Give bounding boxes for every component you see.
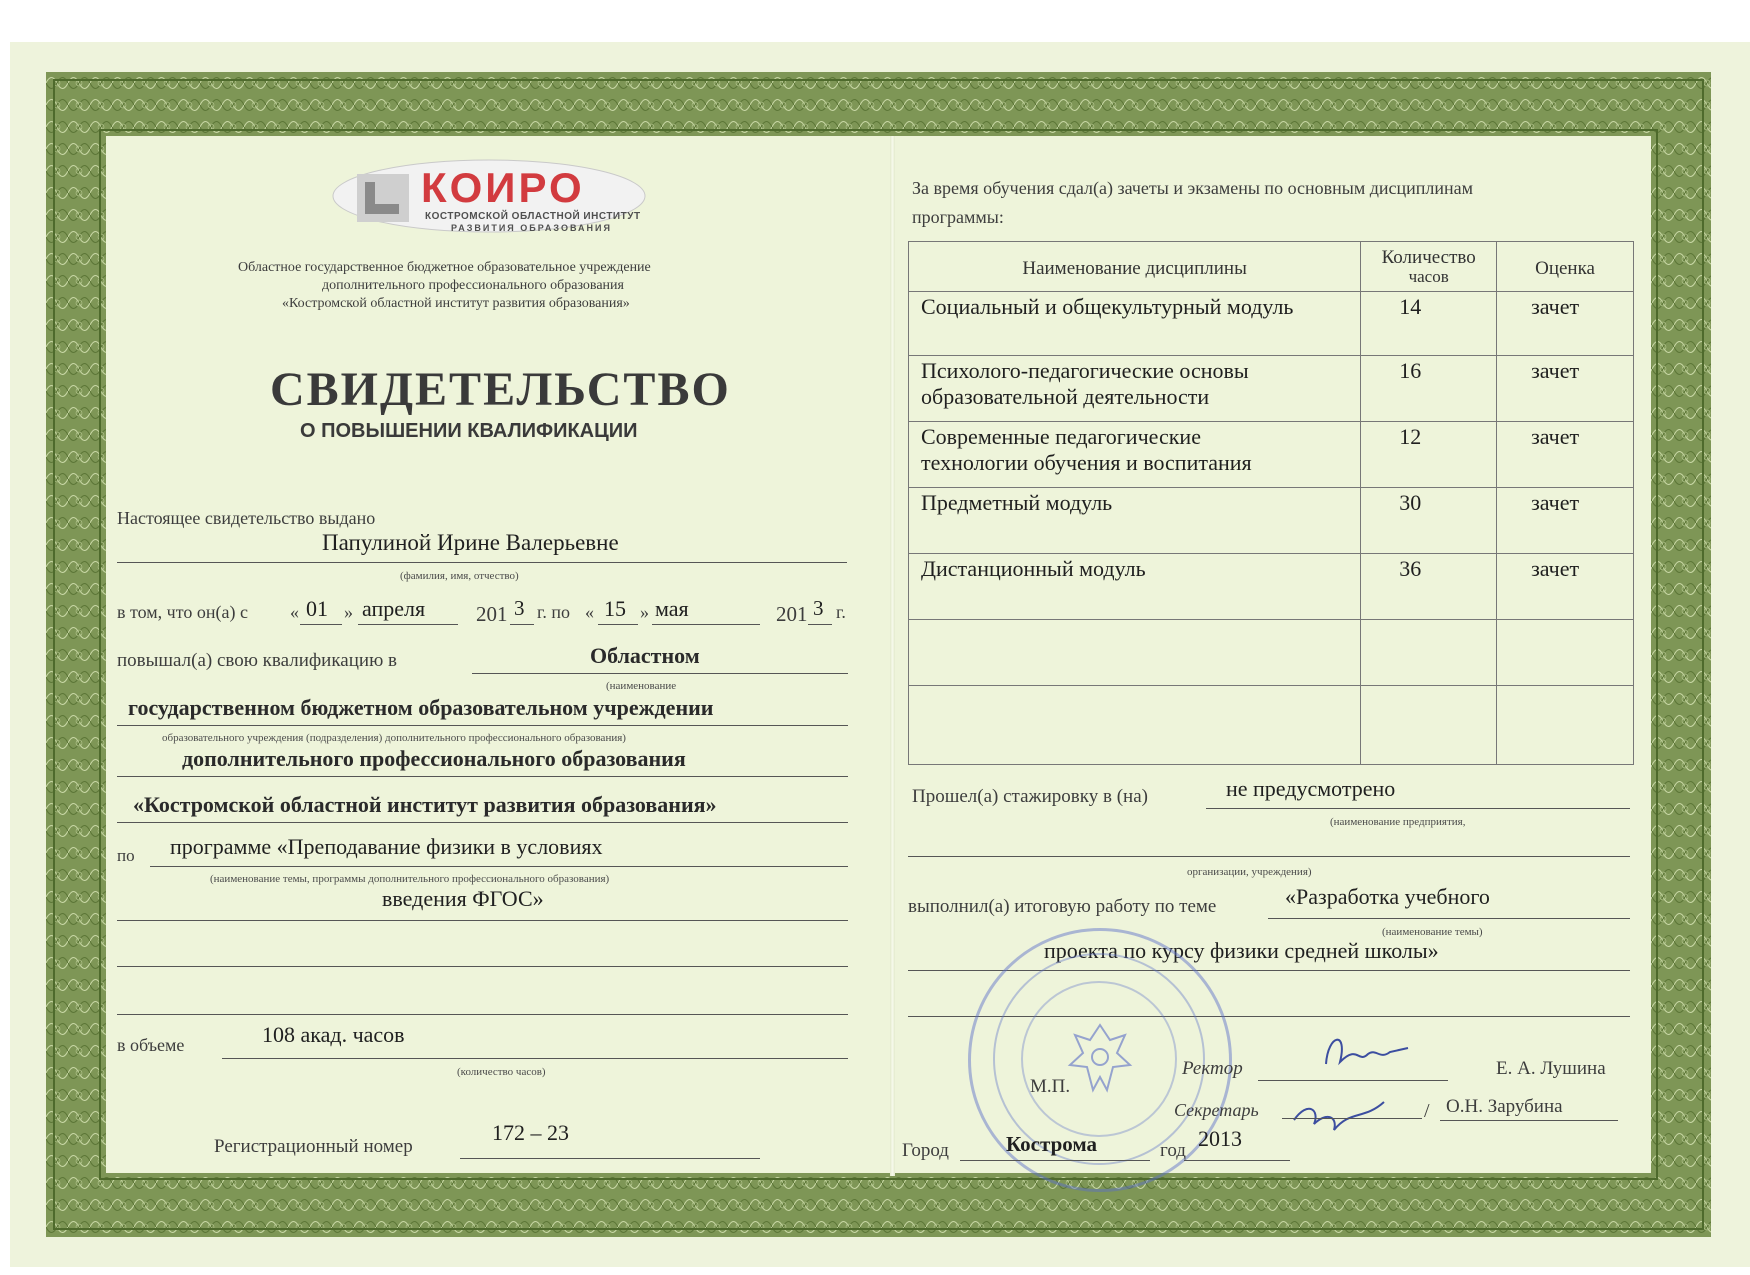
year-value: 2013 [1198, 1126, 1242, 1151]
year-from-underline [510, 624, 534, 625]
discipline-name-cont: технологии обучения и воспитания [921, 450, 1252, 475]
discipline-grade: зачет [1497, 488, 1634, 554]
discipline-name: Предметный модуль [921, 490, 1113, 515]
header-hours-line-2: часов [1408, 267, 1449, 286]
institution-hint-top: (наименование [606, 680, 677, 692]
name-hint: (фамилия, имя, отчество) [400, 570, 519, 582]
quote-open-2: « [585, 602, 594, 622]
institution-line-4: «Костромской областной институт развития образования» [133, 792, 717, 817]
institution-underline-2 [117, 725, 848, 726]
volume-underline [222, 1058, 848, 1059]
rector-label: Ректор [1182, 1058, 1243, 1079]
internship-underline-2 [908, 856, 1630, 857]
month-to: мая [655, 596, 689, 621]
secretary-underline-1 [1282, 1118, 1422, 1119]
internship-underline-1 [1206, 808, 1630, 809]
volume-label: в объеме [117, 1035, 185, 1055]
discipline-hours: 16 [1361, 356, 1497, 422]
institution-word: Областном [590, 643, 700, 668]
discipline-hours: 12 [1361, 422, 1497, 488]
city-underline [960, 1160, 1150, 1161]
month-from: апреля [362, 596, 426, 621]
discipline-name: Социальный и общекультурный модуль [921, 294, 1294, 319]
institution-underline-1 [472, 673, 848, 674]
discipline-name: Дистанционный модуль [921, 556, 1146, 581]
institution-underline-3 [117, 776, 848, 777]
city-value: Кострома [1006, 1132, 1098, 1156]
table-row-empty [909, 620, 1634, 686]
recipient-name: Папулиной Ирине Валерьевне [322, 530, 619, 555]
program-underline-2 [117, 920, 848, 921]
period-prefix: в том, что он(а) с [117, 602, 248, 622]
header-discipline: Наименование дисциплины [909, 242, 1361, 292]
g-po-label: г. по [537, 602, 570, 622]
month-from-underline [358, 624, 458, 625]
secretary-slash: / [1424, 1100, 1430, 1122]
logo-subtitle-2: РАЗВИТИЯ ОБРАЗОВАНИЯ [451, 223, 612, 233]
discipline-name-cont: образовательной деятельности [921, 384, 1210, 409]
improved-label: повышал(а) свою квалификацию в [117, 650, 397, 671]
logo-subtitle-1: КОСТРОМСКОЙ ОБЛАСТНОЙ ИНСТИТУТ [425, 211, 641, 222]
year-to-underline [808, 624, 832, 625]
final-work-value-2: проекта по курсу физики средней школы» [1044, 938, 1439, 963]
year-from-digit: 3 [514, 596, 525, 620]
program-underline-3 [117, 966, 848, 967]
year-from-prefix: 201 [476, 602, 508, 626]
secretary-label: Секретарь [1174, 1100, 1259, 1120]
table-header-row [909, 242, 1634, 292]
issued-label: Настоящее свидетельство выдано [117, 508, 376, 528]
table-row [909, 356, 1634, 422]
volume-value: 108 акад. часов [262, 1022, 405, 1047]
discipline-hours: 30 [1361, 488, 1497, 554]
final-work-label: выполнил(а) итоговую работу по теме [908, 896, 1217, 917]
quote-open-1: « [290, 602, 299, 622]
quote-close-2: » [640, 602, 649, 622]
internship-value: не предусмотрено [1226, 776, 1396, 801]
discipline-name: Современные педагогические [921, 424, 1201, 449]
final-work-hint: (наименование темы) [1382, 926, 1483, 938]
mp-label: М.П. [1030, 1076, 1071, 1097]
year-underline [1184, 1160, 1290, 1161]
month-to-underline [652, 624, 760, 625]
city-label: Город [902, 1140, 949, 1161]
day-to: 15 [604, 596, 626, 621]
internship-hint-1: (наименование предприятия, [1330, 816, 1466, 828]
final-work-underline-1 [1268, 918, 1630, 919]
disciplines-table [908, 241, 1634, 765]
issuer-line-3: «Костромской областной институт развития образования» [282, 296, 630, 311]
secretary-underline-2 [1440, 1120, 1618, 1121]
table-row-empty [909, 686, 1634, 765]
discipline-grade: зачет [1497, 356, 1634, 422]
discipline-grade: зачет [1497, 554, 1634, 620]
final-work-value-1: «Разработка учебного [1285, 884, 1490, 909]
program-line-1: программе «Преподавание физики в условиях [170, 834, 603, 859]
day-from: 01 [306, 596, 328, 621]
discipline-grade: зачет [1497, 422, 1634, 488]
name-underline [117, 562, 847, 563]
certificate-subtitle: О ПОВЫШЕНИИ КВАЛИФИКАЦИИ [300, 420, 638, 442]
institution-line-3: дополнительного профессионального образования [182, 746, 686, 771]
internship-label: Прошел(а) стажировку в (на) [912, 786, 1148, 807]
rector-signature [1318, 1024, 1418, 1080]
day-to-underline [598, 624, 638, 625]
po-label: по [117, 846, 135, 865]
quote-close-1: » [344, 602, 353, 622]
program-underline-1 [150, 866, 848, 867]
year-to-prefix: 201 [776, 602, 808, 626]
g-label: г. [836, 602, 846, 622]
issuer-line-2: дополнительного профессионального образования [322, 278, 624, 293]
table-row [909, 422, 1634, 488]
program-hint: (наименование темы, программы дополнительного профессионального образования) [210, 873, 610, 885]
center-fold [890, 136, 895, 1176]
registration-underline [460, 1158, 760, 1159]
header-grade: Оценка [1497, 242, 1634, 292]
volume-hint: (количество часов) [457, 1066, 546, 1078]
institution-underline-4 [117, 822, 848, 823]
exams-intro-line-1: За время обучения сдал(а) зачеты и экзамены по основным дисциплинам [912, 178, 1474, 198]
discipline-name: Психолого-педагогические основы [921, 358, 1249, 383]
institution-hint: образовательного учреждения (подразделения) дополнительного профессионального образования) [162, 732, 626, 744]
table-row [909, 292, 1634, 356]
discipline-hours: 36 [1361, 554, 1497, 620]
logo-wordmark: КОИРО [421, 164, 585, 211]
secretary-name: О.Н. Зарубина [1446, 1096, 1563, 1117]
discipline-grade: зачет [1497, 292, 1634, 356]
certificate-title: СВИДЕТЕЛЬСТВО [270, 363, 731, 416]
discipline-hours: 14 [1361, 292, 1497, 356]
table-row [909, 554, 1634, 620]
header-hours [1361, 242, 1497, 292]
registration-label: Регистрационный номер [214, 1136, 413, 1157]
registration-number: 172 – 23 [492, 1120, 569, 1145]
issuer-line-1: Областное государственное бюджетное образовательное учреждение [238, 260, 651, 275]
rector-name: Е. А. Лушина [1496, 1058, 1606, 1079]
internship-hint-2: организации, учреждения) [1187, 866, 1312, 878]
header-hours-line-1: Количество [1381, 247, 1476, 268]
year-label: год [1160, 1140, 1186, 1161]
table-row [909, 488, 1634, 554]
rector-underline [1258, 1080, 1448, 1081]
institution-line-2: государственном бюджетном образовательном учреждении [128, 695, 714, 720]
program-line-2: введения ФГОС» [382, 886, 544, 911]
program-underline-4 [117, 1014, 848, 1015]
year-to-digit: 3 [813, 596, 824, 620]
exams-intro-line-2: программы: [912, 207, 1004, 227]
day-from-underline [300, 624, 342, 625]
koiro-logo [331, 158, 647, 234]
